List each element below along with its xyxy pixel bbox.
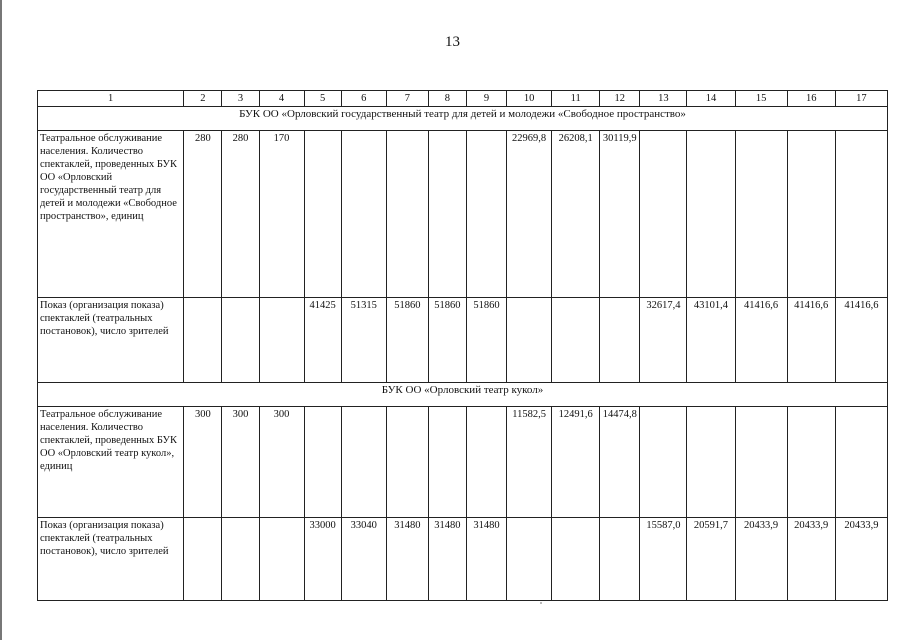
table-cell: 31480 (466, 518, 506, 601)
table-cell: 26208,1 (552, 131, 600, 298)
table-cell (259, 298, 304, 383)
column-header: 9 (466, 91, 506, 107)
table-cell (640, 131, 687, 298)
row-label: Театральное обслуживание населения. Количество спектаклей, проведенных БУК ОО «Орловский государственный театр для детей и молодежи «Свободное пространство», единиц (38, 131, 184, 298)
table-cell (386, 131, 428, 298)
column-header: 7 (386, 91, 428, 107)
table-cell: 51860 (386, 298, 428, 383)
table-cell: 300 (259, 407, 304, 518)
table-cell (259, 518, 304, 601)
column-header: 11 (552, 91, 600, 107)
table-cell: 30119,9 (600, 131, 640, 298)
row-label: Театральное обслуживание населения. Количество спектаклей, проведенных БУК ОО «Орловский театр кукол», единиц (38, 407, 184, 518)
table-row (38, 131, 888, 298)
table-cell (735, 131, 787, 298)
table-cell: 20433,9 (787, 518, 835, 601)
table-cell (552, 518, 600, 601)
row-label: Показ (организация показа) спектаклей (театральных постановок), число зрителей (38, 298, 184, 383)
table-cell: 300 (184, 407, 222, 518)
table-cell (304, 407, 341, 518)
table-cell (386, 407, 428, 518)
table-cell (735, 407, 787, 518)
table-cell (552, 298, 600, 383)
column-header: 3 (222, 91, 259, 107)
table-cell (640, 407, 687, 518)
scan-artifact (540, 602, 542, 604)
table-cell: 33040 (341, 518, 386, 601)
table-cell: 14474,8 (600, 407, 640, 518)
column-header: 15 (735, 91, 787, 107)
table-cell (507, 298, 552, 383)
table-cell: 12491,6 (552, 407, 600, 518)
column-header: 17 (835, 91, 887, 107)
table-cell (600, 518, 640, 601)
column-header: 12 (600, 91, 640, 107)
table-cell (222, 298, 259, 383)
table-cell (304, 131, 341, 298)
table-cell (507, 518, 552, 601)
table-cell: 51860 (466, 298, 506, 383)
row-label: Показ (организация показа) спектаклей (театральных постановок), число зрителей (38, 518, 184, 601)
section-title: БУК ОО «Орловский театр кукол» (38, 383, 888, 407)
table-row (38, 407, 888, 518)
table-cell: 41416,6 (835, 298, 887, 383)
table-cell (222, 518, 259, 601)
table-cell: 22969,8 (507, 131, 552, 298)
table-cell: 41425 (304, 298, 341, 383)
column-header: 10 (507, 91, 552, 107)
column-number-row (38, 91, 888, 107)
table-cell (835, 407, 887, 518)
table-cell: 15587,0 (640, 518, 687, 601)
table-cell (687, 131, 735, 298)
table-cell (835, 131, 887, 298)
table-cell: 20591,7 (687, 518, 735, 601)
section-title: БУК ОО «Орловский государственный театр для детей и молодежи «Свободное пространство» (38, 107, 888, 131)
table-cell: 41416,6 (735, 298, 787, 383)
column-header: 2 (184, 91, 222, 107)
table-cell: 32617,4 (640, 298, 687, 383)
column-header: 6 (341, 91, 386, 107)
page-edge (0, 0, 2, 640)
table-cell (341, 131, 386, 298)
column-header: 14 (687, 91, 735, 107)
table-row (38, 518, 888, 601)
table-cell: 51860 (428, 298, 466, 383)
column-header: 13 (640, 91, 687, 107)
table-cell (466, 407, 506, 518)
table-cell: 51315 (341, 298, 386, 383)
column-header: 16 (787, 91, 835, 107)
table-cell (341, 407, 386, 518)
table-cell (184, 518, 222, 601)
column-header: 4 (259, 91, 304, 107)
table-cell: 280 (184, 131, 222, 298)
table-cell: 31480 (386, 518, 428, 601)
column-header: 8 (428, 91, 466, 107)
table-cell (687, 407, 735, 518)
table-row (38, 298, 888, 383)
table-cell (428, 131, 466, 298)
table-cell: 33000 (304, 518, 341, 601)
page-number: 13 (445, 34, 460, 50)
data-table (37, 90, 888, 601)
table-cell (787, 131, 835, 298)
section-title-row (38, 107, 888, 131)
table-cell: 170 (259, 131, 304, 298)
table-cell (600, 298, 640, 383)
table-cell: 43101,4 (687, 298, 735, 383)
table-cell: 300 (222, 407, 259, 518)
table-cell: 20433,9 (735, 518, 787, 601)
column-header: 1 (38, 91, 184, 107)
table-cell: 41416,6 (787, 298, 835, 383)
table-cell (428, 407, 466, 518)
table-cell (466, 131, 506, 298)
table-cell (184, 298, 222, 383)
section-title-row (38, 383, 888, 407)
table-cell: 11582,5 (507, 407, 552, 518)
table-cell (787, 407, 835, 518)
column-header: 5 (304, 91, 341, 107)
table-cell: 20433,9 (835, 518, 887, 601)
table-cell: 280 (222, 131, 259, 298)
table-cell: 31480 (428, 518, 466, 601)
